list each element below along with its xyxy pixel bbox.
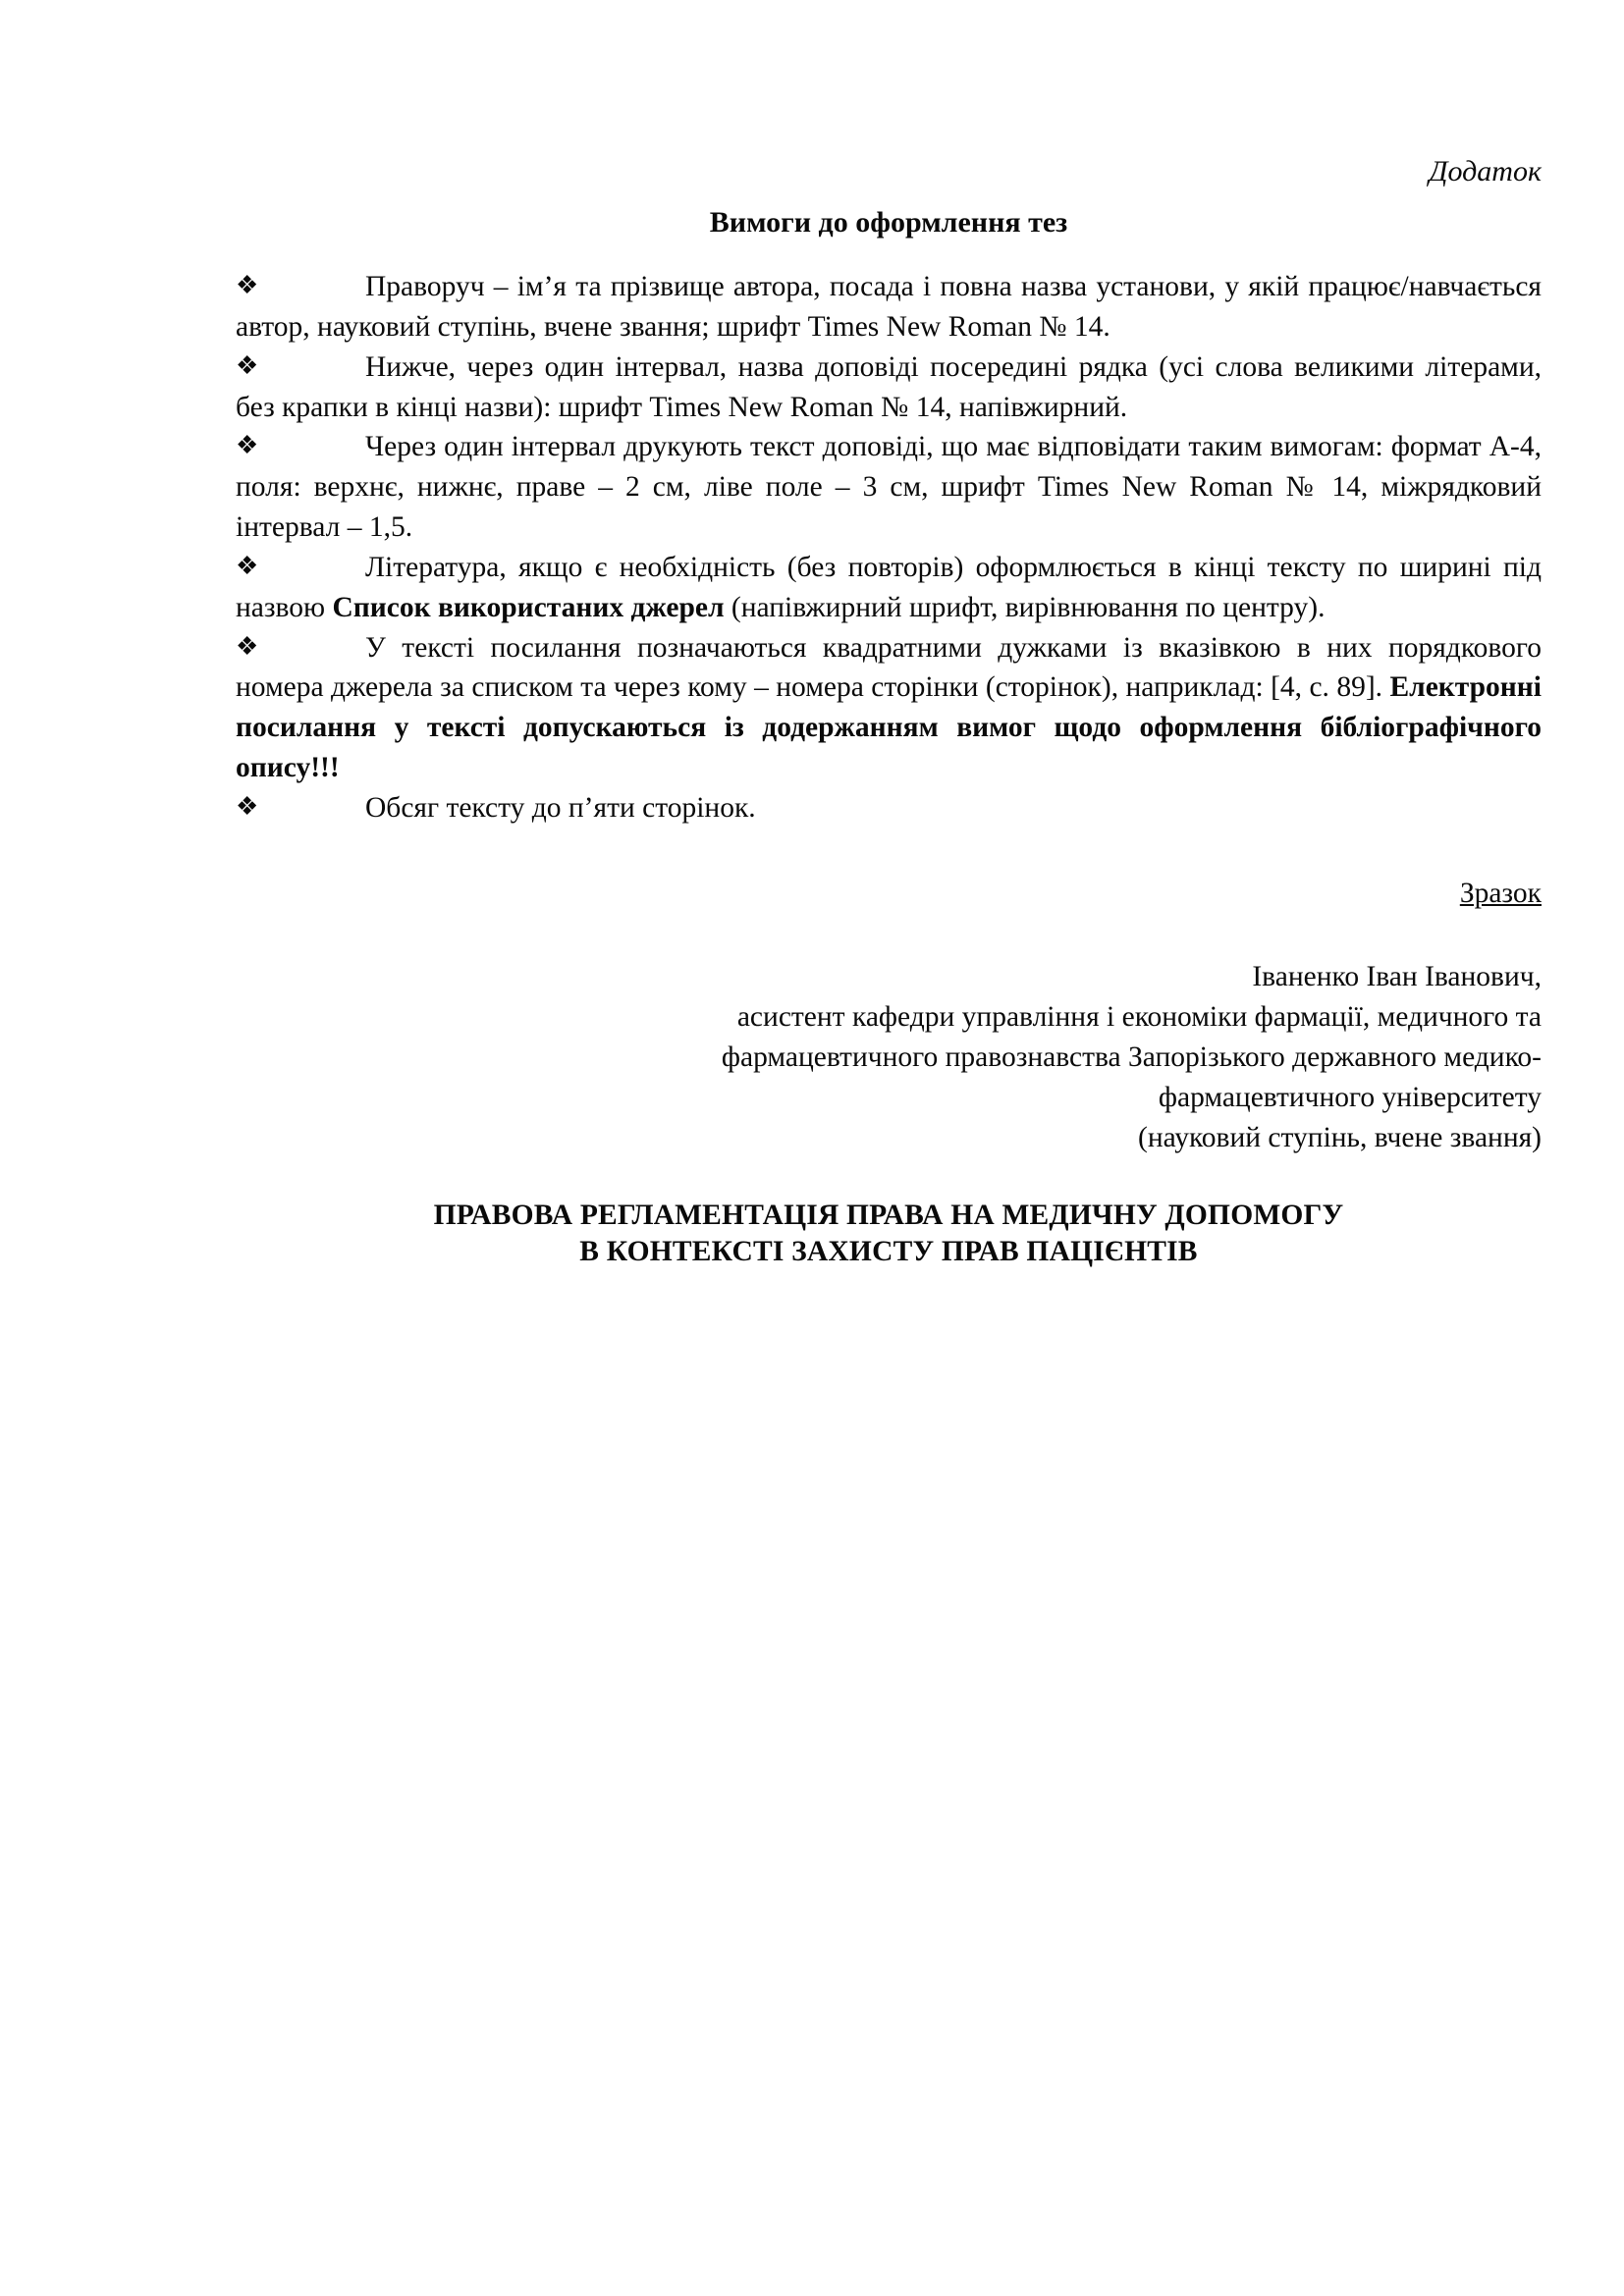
requirement-text: Праворуч – ім’я та прізвище автора, посада і повна назва установи, у якій працює/навчається автор, науковий ступінь, вчене звання; шрифт Times New Roman № 14. [236,271,1542,343]
sample-author-block [236,908,1542,1157]
diamond-bullet-icon: ❖ [236,431,259,460]
requirement-text-before: У тексті посилання позначаються квадратними дужками із вказівкою в них порядкового номера джерела за списком та через кому – номера сторінки (сторінок), наприклад: [4, с. 89]. [236,631,1542,704]
requirement-item-report-title [236,347,1542,428]
appendix-label: Додаток [1429,155,1542,187]
sample-affiliation-line-2: фармацевтичного правознавства Запорізького державного медико- [721,1041,1542,1073]
page-title: Вимоги до оформлення тез [709,206,1068,239]
requirement-text: Обсяг тексту до п’яти сторінок. [365,791,756,824]
requirement-text: Нижче, через один інтервал, назва доповіді посередині рядка (усі слова великими літерами, без крапки в кінці назви): шрифт Times New Roman № 14, напівжирний. [236,350,1542,423]
diamond-bullet-icon: ❖ [236,631,259,661]
sample-label-text: Зразок [1459,877,1542,909]
list-bullet-wrapper [236,548,309,588]
requirement-text-before: Література, якщо є необхідність (без повторів) оформлюється в кінці тексту по ширині під назвою [236,551,1542,623]
electronic-citation-warning: Електронні посилання у тексті допускаються із додержанням вимог щодо оформлення бібліографічного опису!!! [236,671,1542,784]
sample-degree-note: (науковий ступінь, вчене звання) [1138,1121,1542,1153]
sample-label [236,828,1542,909]
list-bullet-wrapper [236,347,309,388]
text-column [236,0,1542,1270]
list-bullet-wrapper [236,788,309,828]
requirement-text: Через один інтервал друкують текст доповіді, що має відповідати таким вимогам: формат А-4, поля: верхнє, нижнє, праве – 2 см, ліве поле – 3 см, шрифт Times New Roman № 14, міжрядковий інтервал – 1,5. [236,431,1542,544]
sample-report-heading [236,1158,1542,1271]
diamond-bullet-icon: ❖ [236,791,259,821]
list-bullet-wrapper [236,267,309,307]
sample-heading-line-2: В КОНТЕКСТІ ЗАХИСТУ ПРАВ ПАЦІЄНТІВ [579,1235,1198,1267]
sample-affiliation-line-1: асистент кафедри управління і економіки фармації, медичного та [736,1001,1542,1034]
requirements-list [236,238,1542,828]
sample-author-name: Іваненко Іван Іванович, [1252,961,1542,993]
references-section-name: Список використаних джерел [332,591,725,623]
requirement-item-body-format [236,427,1542,548]
diamond-bullet-icon: ❖ [236,271,259,299]
requirement-item-text-length [236,788,1542,828]
requirement-item-citation-style [236,628,1542,788]
requirement-item-author-line [236,267,1542,347]
diamond-bullet-icon: ❖ [236,350,259,380]
sample-heading-line-1: ПРАВОВА РЕГЛАМЕНТАЦІЯ ПРАВА НА МЕДИЧНУ ДОПОМОГУ [433,1199,1344,1231]
diamond-bullet-icon: ❖ [236,551,259,580]
sample-affiliation-line-3: фармацевтичного університету [1158,1081,1542,1113]
list-bullet-wrapper [236,427,309,467]
list-bullet-wrapper [236,628,309,668]
requirement-item-references-section [236,548,1542,628]
requirement-text-after: (напівжирний шрифт, вирівнювання по центру). [724,591,1326,623]
